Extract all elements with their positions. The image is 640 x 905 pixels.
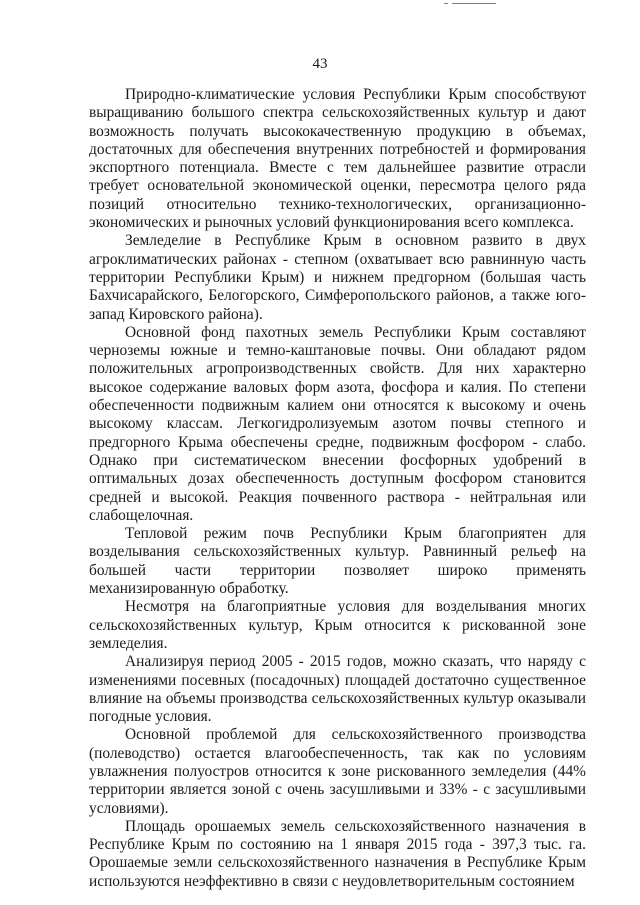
page-number: 43 [312, 56, 328, 72]
paragraph-water-supply: Основной проблемой для сельскохозяйственного производства (полеводство) остается влагообеспеченность, так как по условиям увлажнения полуостров относится к зоне рискованного земледелия (44% территории является зоной с очень засушливыми и 33% - с засушливыми условиями). [89, 726, 586, 817]
document-body [89, 86, 586, 891]
scan-artifact-mark [444, 0, 496, 6]
paragraph-agroclimatic-regions: Земледелие в Республике Крым в основном развито в двух агроклиматических районах - степном (охватывает всю равнинную часть территории Республики Крым) и нижнем предгорном (большая часть Бахчисарайского, Белогорского, Симферопольского районов, а также юго-запад Кировского района). [89, 232, 586, 323]
paragraph-thermal-regime: Тепловой режим почв Республики Крым благоприятен для возделывания сельскохозяйственных культур. Равнинный рельеф на большей части территории позволяет широко применять механизированную обработку. [89, 525, 586, 598]
paragraph-risky-zone: Несмотря на благоприятные условия для возделывания многих сельскохозяйственных культур, Крым относится к рискованной зоне земледелия. [89, 598, 586, 652]
paragraph-soil-fund: Основной фонд пахотных земель Республики Крым составляют черноземы южные и темно-каштановые почвы. Они обладают рядом положительных агропроизводственных свойств. Для них характерно высокое содержание валовых форм азота, фосфора и калия. По степени обеспеченности подвижным калием они относятся к высокому и очень высокому классам. Легкогидролизуемым азотом почвы степного и предгорного Крыма обеспечены средне, подвижным фосфором - слабо. Однако при систематическом внесении фосфорных удобрений в оптимальных дозах обеспеченность доступным фосфором становится средней и высокой. Реакция почвенного раствора - нейтральная или слабощелочная. [89, 323, 586, 524]
paragraph-climate-conditions: Природно-климатические условия Республики Крым способствуют выращиванию большого спектра сельскохозяйственных культур и дают возможность получать высококачественную продукцию в объемах, достаточных для обеспечения внутренних потребностей и формирования экспортного потенциала. Вместе с тем дальнейшее развитие отрасли требует основательной экономической оценки, пересмотра целого ряда позиций относительно технико-технологических, организационно-экономических и рыночных условий функционирования всего комплекса. [89, 86, 586, 232]
paragraph-period-analysis: Анализируя период 2005 - 2015 годов, можно сказать, что наряду с изменениями посевных (посадочных) площадей достаточно существенное влияние на объемы производства сельскохозяйственных культур оказывали погодные условия. [89, 653, 586, 726]
paragraph-irrigated-land: Площадь орошаемых земель сельскохозяйственного назначения в Республике Крым по состоянию на 1 января 2015 года - 397,3 тыс. га. Орошаемые земли сельскохозяйственного назначения в Республике Крым используются неэффективно в связи с неудовлетворительным состоянием [89, 817, 586, 890]
